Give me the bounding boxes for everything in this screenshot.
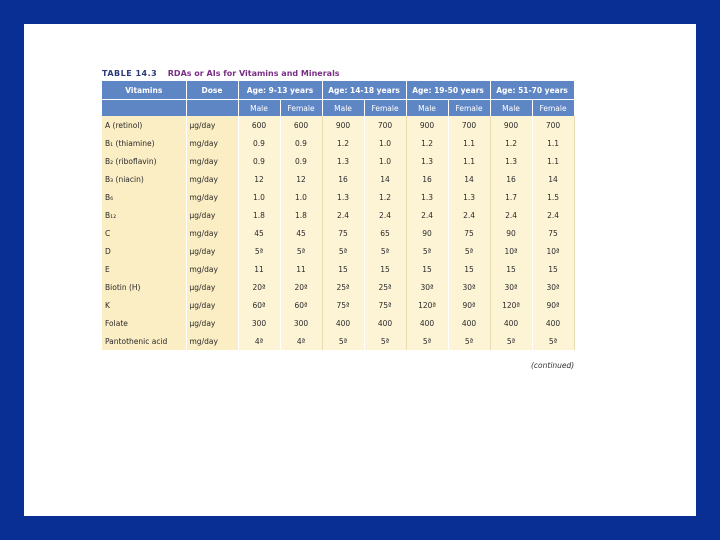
subheader-male: Male (490, 100, 532, 117)
value-male: 15 (322, 260, 364, 278)
vitamin-name: Biotin (H) (102, 278, 186, 296)
dose-unit: mg/day (186, 332, 238, 350)
value-female: 1.1 (448, 134, 490, 152)
value-female: 10ª (532, 242, 574, 260)
subheader-male: Male (322, 100, 364, 117)
vitamin-name: E (102, 260, 186, 278)
value-male: 400 (322, 314, 364, 332)
vitamin-name: D (102, 242, 186, 260)
dose-unit: mg/day (186, 188, 238, 206)
header-dose: Dose (186, 81, 238, 100)
value-female: 15 (532, 260, 574, 278)
value-male: 0.9 (238, 152, 280, 170)
value-male: 15 (406, 260, 448, 278)
subheader-female: Female (532, 100, 574, 117)
vitamin-name: Pantothenic acid (102, 332, 186, 350)
value-female: 300 (280, 314, 322, 332)
dose-unit: mg/day (186, 224, 238, 242)
value-male: 1.7 (490, 188, 532, 206)
vitamins-table (102, 81, 575, 350)
value-female: 400 (448, 314, 490, 332)
value-female: 45 (280, 224, 322, 242)
table-row (102, 224, 574, 242)
table-number: TABLE 14.3 (102, 69, 158, 78)
value-male: 900 (322, 116, 364, 134)
value-female: 1.1 (532, 152, 574, 170)
value-female: 1.0 (364, 152, 406, 170)
table-row (102, 242, 574, 260)
value-female: 1.3 (448, 188, 490, 206)
value-female: 5ª (448, 332, 490, 350)
table-row (102, 206, 574, 224)
dose-unit: μg/day (186, 116, 238, 134)
subheader-female: Female (280, 100, 322, 117)
value-male: 900 (406, 116, 448, 134)
value-female: 14 (448, 170, 490, 188)
value-male: 5ª (238, 242, 280, 260)
value-male: 1.3 (322, 188, 364, 206)
value-female: 400 (364, 314, 406, 332)
table-row (102, 170, 574, 188)
value-female: 65 (364, 224, 406, 242)
value-male: 90 (490, 224, 532, 242)
value-female: 30ª (532, 278, 574, 296)
value-male: 1.2 (322, 134, 364, 152)
value-male: 5ª (406, 332, 448, 350)
value-male: 75 (322, 224, 364, 242)
dose-unit: mg/day (186, 170, 238, 188)
dose-unit: mg/day (186, 152, 238, 170)
value-female: 1.2 (364, 188, 406, 206)
value-female: 30ª (448, 278, 490, 296)
value-female: 5ª (532, 332, 574, 350)
subheader-male: Male (238, 100, 280, 117)
value-male: 1.2 (490, 134, 532, 152)
value-female: 700 (532, 116, 574, 134)
header-age-51-70: Age: 51-70 years (490, 81, 574, 100)
value-male: 1.8 (238, 206, 280, 224)
header-age-14-18: Age: 14-18 years (322, 81, 406, 100)
value-female: 400 (532, 314, 574, 332)
subheader-female: Female (448, 100, 490, 117)
value-female: 14 (532, 170, 574, 188)
table-row (102, 260, 574, 278)
dose-unit: μg/day (186, 206, 238, 224)
value-male: 12 (238, 170, 280, 188)
value-male: 16 (490, 170, 532, 188)
subheader-empty (186, 100, 238, 117)
table-row (102, 116, 574, 134)
value-male: 400 (406, 314, 448, 332)
value-male: 600 (238, 116, 280, 134)
value-female: 90ª (532, 296, 574, 314)
value-male: 10ª (490, 242, 532, 260)
value-male: 75ª (322, 296, 364, 314)
value-female: 5ª (448, 242, 490, 260)
value-female: 5ª (364, 242, 406, 260)
value-male: 45 (238, 224, 280, 242)
table-row (102, 134, 574, 152)
value-female: 2.4 (532, 206, 574, 224)
value-male: 900 (490, 116, 532, 134)
value-male: 1.3 (406, 152, 448, 170)
value-male: 5ª (490, 332, 532, 350)
value-male: 400 (490, 314, 532, 332)
vitamin-name: B₁ (thiamine) (102, 134, 186, 152)
value-male: 15 (490, 260, 532, 278)
value-female: 4ª (280, 332, 322, 350)
value-male: 25ª (322, 278, 364, 296)
value-male: 120ª (406, 296, 448, 314)
vitamin-name: A (retinol) (102, 116, 186, 134)
value-male: 1.3 (322, 152, 364, 170)
value-male: 120ª (490, 296, 532, 314)
dose-unit: mg/day (186, 260, 238, 278)
table-body (102, 116, 574, 350)
value-female: 25ª (364, 278, 406, 296)
value-male: 1.3 (406, 188, 448, 206)
subheader-row (102, 100, 574, 117)
value-female: 5ª (364, 332, 406, 350)
header-age-19-50: Age: 19-50 years (406, 81, 490, 100)
value-male: 2.4 (406, 206, 448, 224)
value-female: 1.8 (280, 206, 322, 224)
value-male: 90 (406, 224, 448, 242)
value-female: 11 (280, 260, 322, 278)
value-female: 1.0 (364, 134, 406, 152)
vitamin-name: Folate (102, 314, 186, 332)
value-female: 1.0 (280, 188, 322, 206)
vitamin-name: K (102, 296, 186, 314)
value-female: 0.9 (280, 134, 322, 152)
value-male: 5ª (406, 242, 448, 260)
value-female: 12 (280, 170, 322, 188)
value-male: 30ª (490, 278, 532, 296)
vitamin-name: C (102, 224, 186, 242)
table-row (102, 332, 574, 350)
vitamin-name: B₃ (niacin) (102, 170, 186, 188)
continued-note: (continued) (531, 361, 575, 370)
subheader-male: Male (406, 100, 448, 117)
value-female: 1.5 (532, 188, 574, 206)
dose-unit: μg/day (186, 314, 238, 332)
value-female: 1.1 (448, 152, 490, 170)
value-male: 4ª (238, 332, 280, 350)
value-female: 75 (532, 224, 574, 242)
value-female: 75ª (364, 296, 406, 314)
value-male: 0.9 (238, 134, 280, 152)
table-row (102, 278, 574, 296)
vitamin-name: B₂ (riboflavin) (102, 152, 186, 170)
value-female: 1.1 (532, 134, 574, 152)
dose-unit: μg/day (186, 296, 238, 314)
value-female: 20ª (280, 278, 322, 296)
vitamin-name: B₁₂ (102, 206, 186, 224)
value-male: 5ª (322, 332, 364, 350)
table-caption (102, 69, 340, 78)
value-female: 15 (448, 260, 490, 278)
table-row (102, 188, 574, 206)
value-male: 60ª (238, 296, 280, 314)
table-title: RDAs or AIs for Vitamins and Minerals (167, 69, 340, 78)
header-vitamins: Vitamins (102, 81, 186, 100)
value-female: 75 (448, 224, 490, 242)
value-male: 5ª (322, 242, 364, 260)
value-female: 5ª (280, 242, 322, 260)
value-male: 16 (406, 170, 448, 188)
value-female: 600 (280, 116, 322, 134)
value-male: 30ª (406, 278, 448, 296)
dose-unit: μg/day (186, 278, 238, 296)
value-male: 2.4 (490, 206, 532, 224)
value-male: 1.0 (238, 188, 280, 206)
value-male: 1.2 (406, 134, 448, 152)
dose-unit: μg/day (186, 242, 238, 260)
value-female: 2.4 (364, 206, 406, 224)
subheader-empty (102, 100, 186, 117)
header-age-9-13: Age: 9-13 years (238, 81, 322, 100)
value-female: 2.4 (448, 206, 490, 224)
header-row (102, 81, 574, 100)
value-male: 2.4 (322, 206, 364, 224)
table-row (102, 314, 574, 332)
value-female: 90ª (448, 296, 490, 314)
table-row (102, 296, 574, 314)
value-female: 14 (364, 170, 406, 188)
subheader-female: Female (364, 100, 406, 117)
value-female: 0.9 (280, 152, 322, 170)
value-male: 11 (238, 260, 280, 278)
table-row (102, 152, 574, 170)
value-female: 700 (364, 116, 406, 134)
value-male: 20ª (238, 278, 280, 296)
dose-unit: mg/day (186, 134, 238, 152)
value-female: 15 (364, 260, 406, 278)
value-male: 300 (238, 314, 280, 332)
vitamin-name: B₆ (102, 188, 186, 206)
value-female: 60ª (280, 296, 322, 314)
value-male: 16 (322, 170, 364, 188)
value-male: 1.3 (490, 152, 532, 170)
value-female: 700 (448, 116, 490, 134)
